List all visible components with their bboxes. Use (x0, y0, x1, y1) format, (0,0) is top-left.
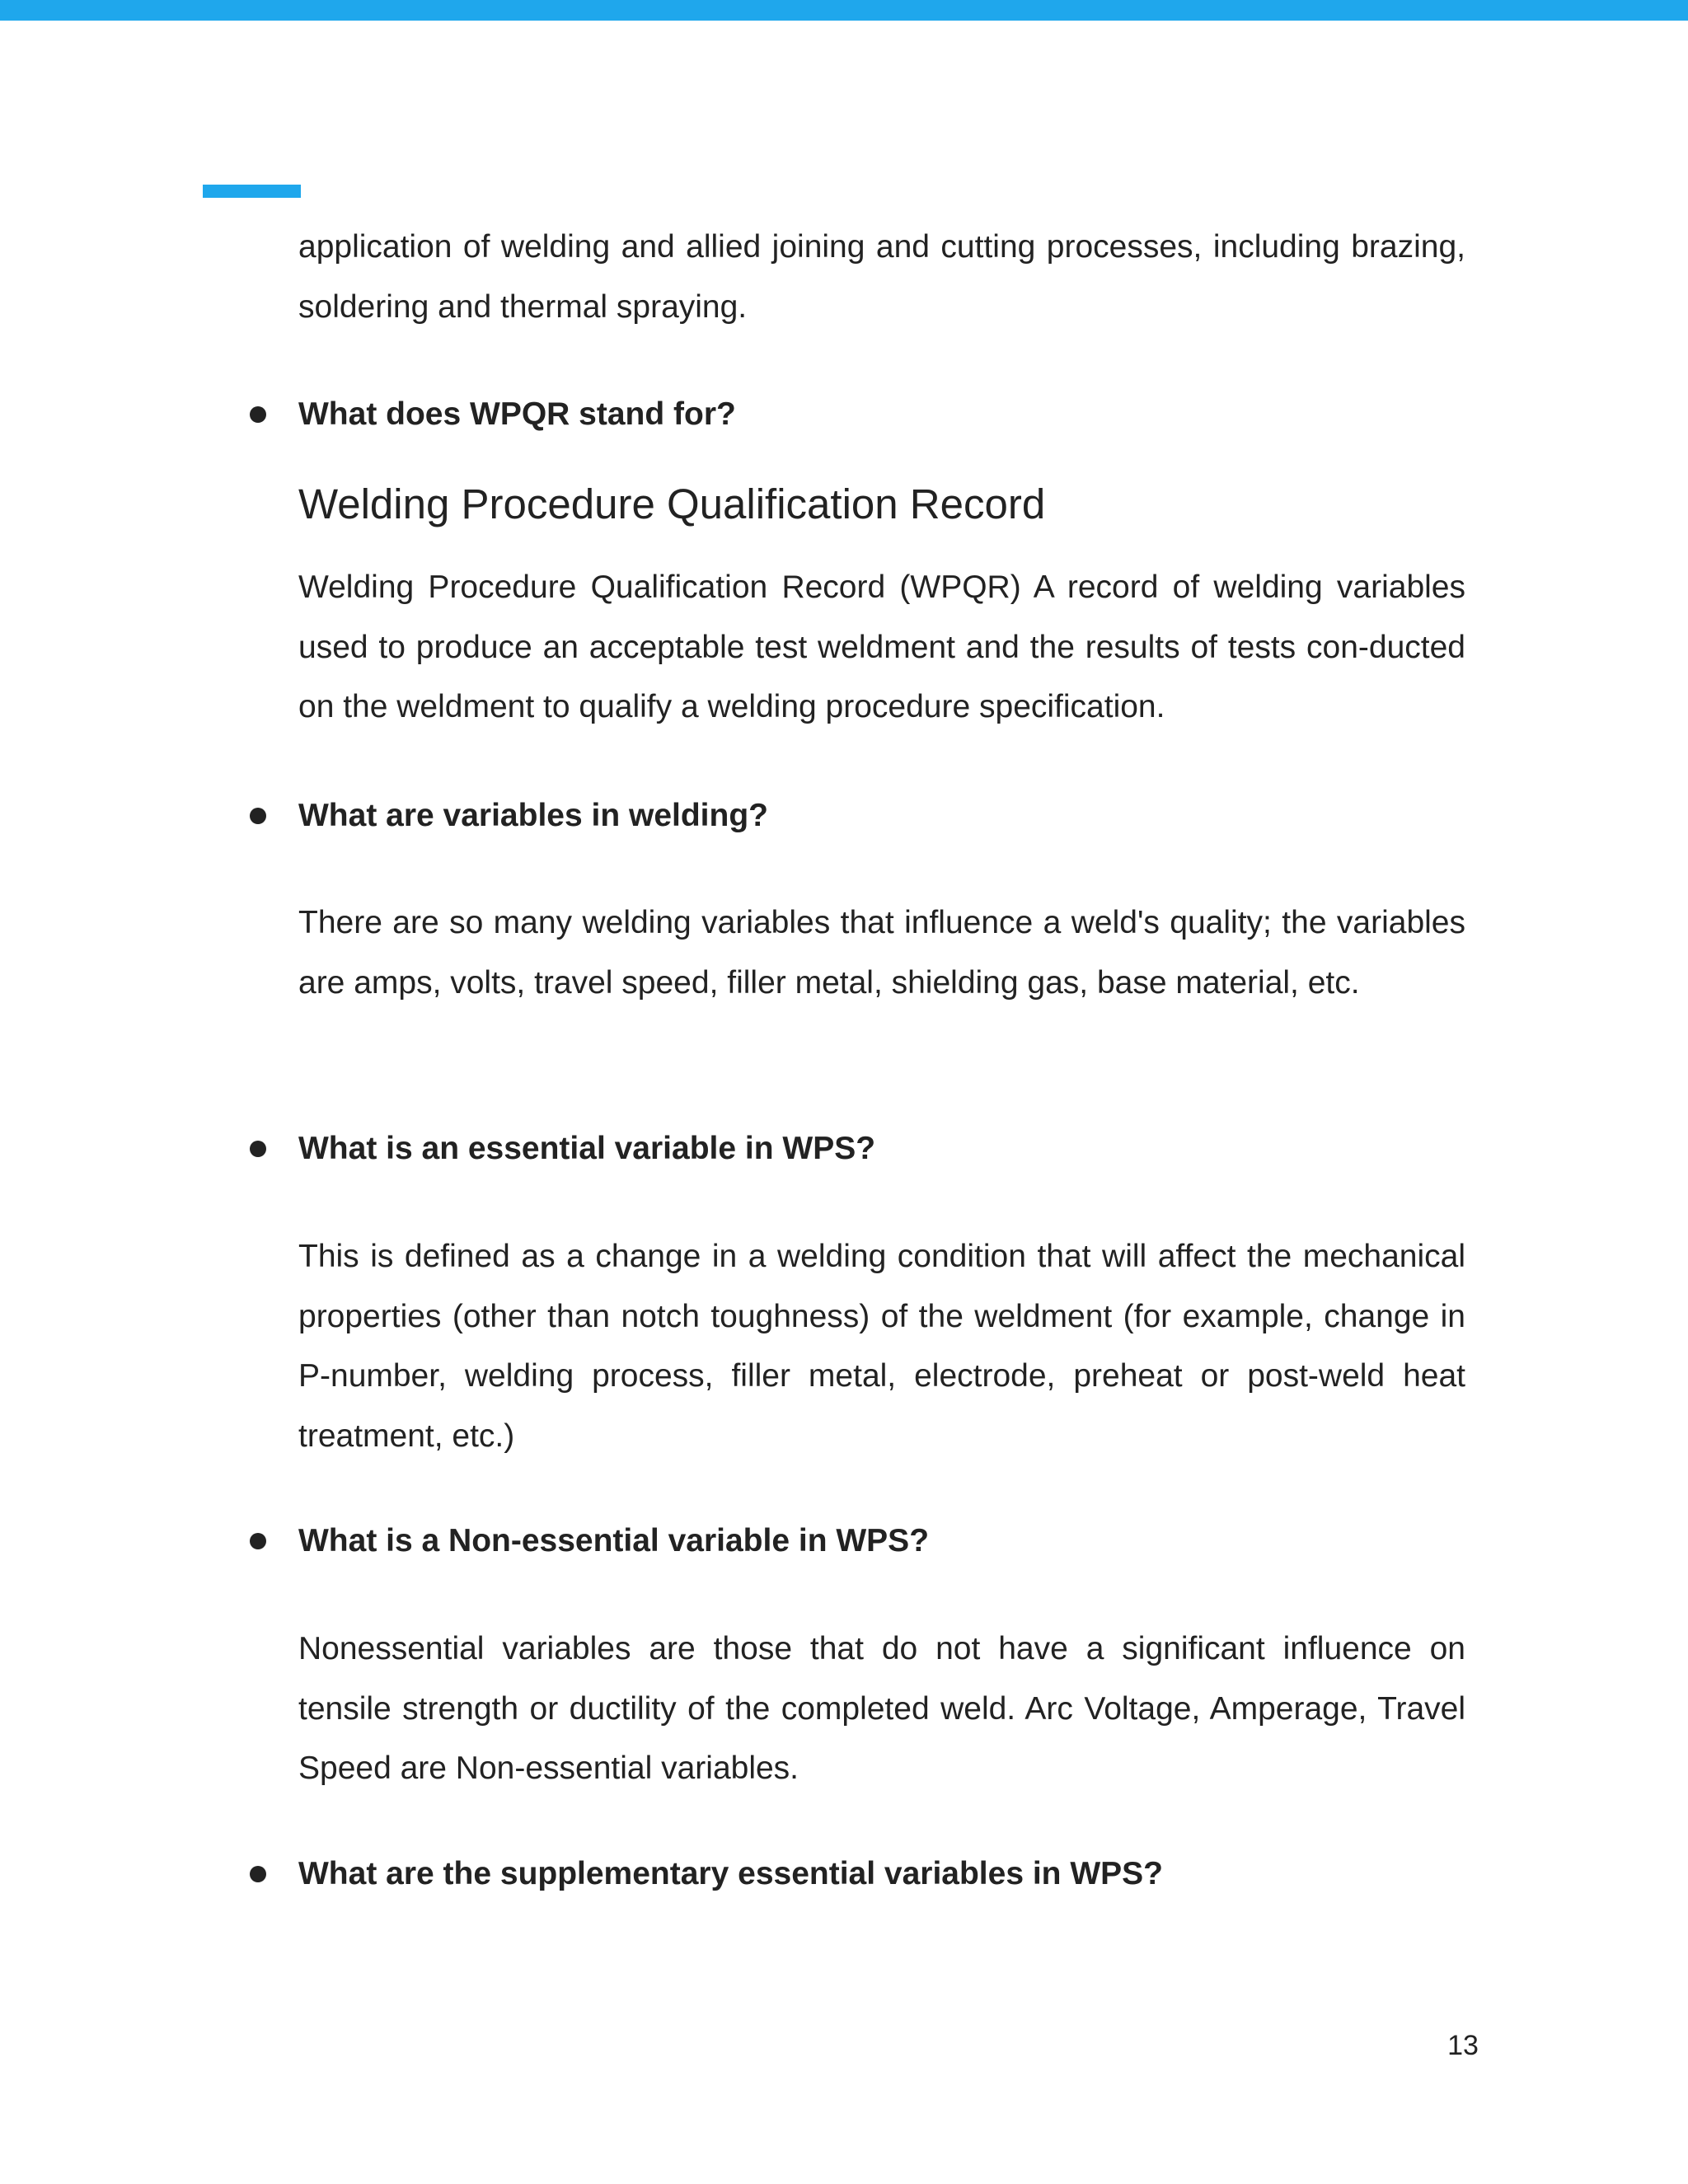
answer-wpqr: Welding Procedure Qualification Record (WPQR) A record of welding variables used to produce an acceptable test weldment and the results of tests con-ducted on the weldment to qualify a welding procedure specification. (298, 569, 1465, 724)
question-essential-variable: What is an essential variable in WPS? (298, 1131, 876, 1166)
question-nonessential-variable: What is a Non-essential variable in WPS? (298, 1523, 930, 1558)
bullet-icon (250, 1141, 266, 1157)
answer-nonessential-variable: Nonessential variables are those that do not have a significant influence on tensile strength or ductility of the completed weld. Arc Voltage, Amperage, Travel Speed are Non-essential variables. (298, 1631, 1465, 1786)
intro-paragraph: application of welding and allied joining and cutting processes, including brazing, soldering and thermal spraying. (298, 229, 1465, 325)
bullet-icon (250, 808, 266, 824)
bullet-icon (250, 1533, 266, 1549)
answer-essential-variable: This is defined as a change in a welding condition that will affect the mechanical properties (other than notch toughness) of the weldment (for example, change in P-number, welding process, filler metal, electrode, preheat or post-weld heat treatment, etc.) (298, 1239, 1465, 1454)
bullet-icon (250, 1866, 266, 1882)
answer-heading-wpqr: Welding Procedure Qualification Record (298, 480, 1046, 527)
question-wpqr: What does WPQR stand for? (298, 396, 736, 432)
question-supplementary-variables: What are the supplementary essential variables in WPS? (298, 1856, 1164, 1891)
page-number: 13 (1447, 2030, 1479, 2061)
question-variables: What are variables in welding? (298, 798, 768, 833)
answer-variables: There are so many welding variables that influence a weld's quality; the variables are amps, volts, travel speed, filler metal, shielding gas, base material, etc. (298, 905, 1465, 1001)
top-accent-bar (0, 0, 1688, 21)
section-accent-mark (203, 185, 301, 198)
bullet-icon (250, 406, 266, 423)
